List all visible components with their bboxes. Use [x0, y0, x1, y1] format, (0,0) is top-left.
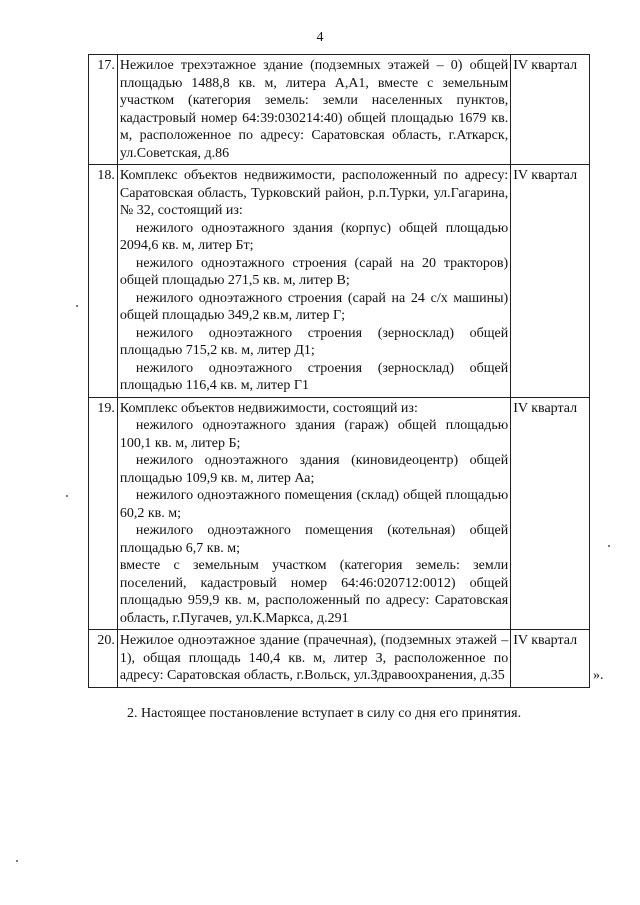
- description-paragraph: Нежилое трехэтажное здание (подземных этажей – 0) общей площадью 1488,8 кв. м, литера А,А1, вместе с земельным участком (категория земель: земли населенных пунктов, кадастровый номер 64:39:030214:40) общей площадью 1679 кв. м, расположенное по адресу: Саратовская область, г.Аткарск, ул.Советская, д.86: [119, 58, 509, 161]
- description-paragraph: нежилого одноэтажного строения (зерносклад) общей площадью 715,2 кв. м, литер Д1;: [119, 325, 509, 358]
- description-paragraph: нежилого одноэтажного строения (сарай на 20 тракторов) общей площадью 271,5 кв. м, литер В;: [119, 255, 509, 288]
- row-description: [117, 55, 510, 165]
- row-period: IV квартал: [511, 165, 590, 398]
- scan-speck: [16, 860, 18, 862]
- table-row: [89, 55, 590, 165]
- table-row: [89, 630, 590, 688]
- description-paragraph: нежилого одноэтажного помещения (склад) общей площадью 60,2 кв. м;: [119, 488, 509, 521]
- table-row: [89, 165, 590, 398]
- description-paragraph: вместе с земельным участком (категория земель: земли поселений, кадастровый номер 64:46:020712:0012) общей площадью 959,9 кв. м, расположенный по адресу: Саратовская область, г.Пугачев, ул.К.Маркса, д.291: [119, 558, 509, 626]
- description-paragraph: нежилого одноэтажного здания (киновидеоцентр) общей площадью 109,9 кв. м, литер Аа;: [119, 453, 509, 486]
- row-number: 20.: [89, 630, 118, 688]
- description-paragraph: Комплекс объектов недвижимости, состоящий из:: [119, 400, 418, 416]
- table-body: [89, 55, 590, 688]
- row-period: IV квартал: [511, 55, 590, 165]
- scan-speck: [608, 545, 610, 547]
- description-paragraph: нежилого одноэтажного строения (зерносклад) общей площадью 116,4 кв. м, литер Г1: [119, 360, 509, 393]
- description-paragraph: нежилого одноэтажного помещения (котельная) общей площадью 6,7 кв. м;: [119, 523, 509, 556]
- scan-speck: [66, 495, 68, 497]
- description-paragraph: Комплекс объектов недвижимости, расположенный по адресу: Саратовская область, Турковский район, р.п.Турки, ул.Гагарина, № 32, состоящий из:: [119, 168, 509, 218]
- table-row: [89, 397, 590, 630]
- row-period: IV квартал: [511, 630, 590, 688]
- row-number: 18.: [89, 165, 118, 398]
- scan-speck: [76, 305, 78, 307]
- row-number: 19.: [89, 397, 118, 630]
- row-period: IV квартал: [511, 397, 590, 630]
- final-paragraph: 2. Настоящее постановление вступает в силу со дня его принятия.: [127, 706, 522, 721]
- closing-quote: ».: [593, 668, 604, 683]
- row-description: [117, 165, 510, 398]
- row-description: [117, 397, 510, 630]
- description-paragraph: Нежилое одноэтажное здание (прачечная), (подземных этажей – 1), общая площадь 140,4 кв. м, литер З, расположенное по адресу: Саратовская область, г.Вольск, ул.Здравоохранения, д.35: [119, 633, 509, 683]
- property-table: [88, 54, 590, 688]
- row-number: 17.: [89, 55, 118, 165]
- page-number: 4: [316, 30, 324, 45]
- description-paragraph: нежилого одноэтажного здания (корпус) общей площадью 2094,6 кв. м, литер Бт;: [119, 220, 509, 253]
- description-paragraph: нежилого одноэтажного строения (сарай на 24 с/х машины) общей площадью 349,2 кв.м, литер Г;: [119, 290, 509, 323]
- row-description: [117, 630, 510, 688]
- description-paragraph: нежилого одноэтажного здания (гараж) общей площадью 100,1 кв. м, литер Б;: [119, 418, 509, 451]
